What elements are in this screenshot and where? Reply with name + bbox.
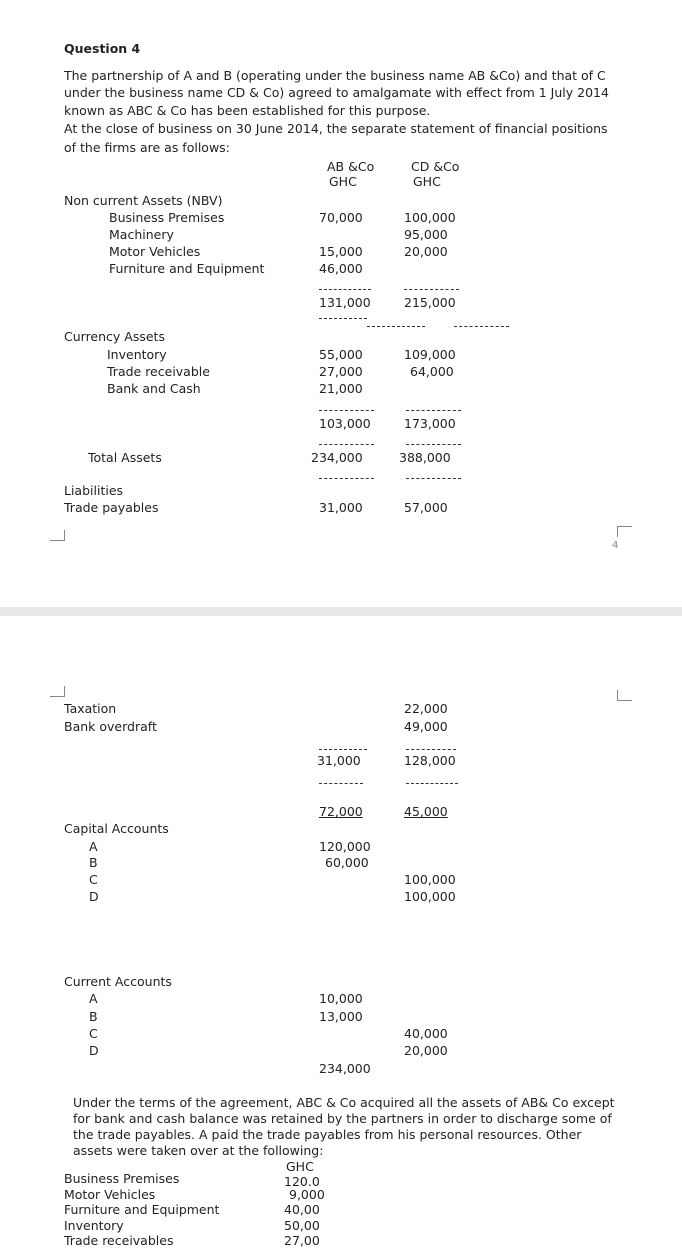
current-cd-value: 64,000 — [410, 364, 454, 379]
dashed-rule — [367, 326, 425, 327]
dashed-rule — [319, 749, 367, 750]
takeover-value: 120.0 — [284, 1174, 320, 1189]
liabilities-total-ab: 31,000 — [317, 753, 361, 768]
current-account-cd-value: 20,000 — [404, 1043, 448, 1058]
noncurrent-label: Motor Vehicles — [109, 244, 201, 259]
dashed-rule — [319, 289, 371, 290]
page-corner-mark — [50, 530, 65, 541]
capital-ab-value: 60,000 — [325, 855, 369, 870]
current-account-partner-label: C — [89, 1026, 98, 1041]
total-assets-ab: 234,000 — [311, 450, 363, 465]
takeover-value: 40,00 — [284, 1202, 320, 1217]
terms-line-1: Under the terms of the agreement, ABC & Co acquired all the assets of AB& Co except — [73, 1095, 615, 1110]
noncurrent-total-cd: 215,000 — [404, 295, 456, 310]
dashed-rule — [406, 783, 458, 784]
noncurrent-total-ab: 131,000 — [319, 295, 371, 310]
takeover-label: Furniture and Equipment — [64, 1202, 220, 1217]
takeover-label: Motor Vehicles — [64, 1187, 156, 1202]
total-assets-label: Total Assets — [88, 450, 162, 465]
current-accounts-heading: Current Accounts — [64, 974, 172, 989]
dashed-rule — [319, 478, 374, 479]
current-total-cd: 173,000 — [404, 416, 456, 431]
dashed-rule — [319, 444, 374, 445]
dashed-rule — [319, 410, 374, 411]
capital-ab-value: 120,000 — [319, 839, 371, 854]
dashed-rule — [406, 410, 461, 411]
current-ab-value: 27,000 — [319, 364, 363, 379]
current-account-partner-label: A — [89, 991, 98, 1006]
current-account-partner-label: B — [89, 1009, 98, 1024]
page-corner-mark — [50, 686, 65, 697]
page-corner-mark — [617, 690, 632, 701]
current-cd-value: 109,000 — [404, 347, 456, 362]
noncurrent-cd-value: 100,000 — [404, 210, 456, 225]
col-cd-name: CD &Co — [411, 159, 460, 174]
noncurrent-label: Business Premises — [109, 210, 225, 225]
dashed-rule — [319, 318, 367, 319]
current-account-ab-value: 10,000 — [319, 991, 363, 1006]
liabilities-heading: Liabilities — [64, 483, 124, 498]
dashed-rule — [406, 478, 461, 479]
noncurrent-label: Furniture and Equipment — [109, 261, 265, 276]
current-label: Trade receivable — [107, 364, 210, 379]
capital-partner-label: C — [89, 872, 98, 887]
current-account-partner-label: D — [89, 1043, 99, 1058]
current-total-ab: 103,000 — [319, 416, 371, 431]
dashed-rule — [406, 444, 461, 445]
takeover-label: Business Premises — [64, 1171, 180, 1186]
terms-line-3: the trade payables. A paid the trade payables from his personal resources. Other — [73, 1127, 582, 1142]
current-account-ab-value: 13,000 — [319, 1009, 363, 1024]
capital-cd-value: 100,000 — [404, 872, 456, 887]
takeover-label: Inventory — [64, 1218, 124, 1233]
current-account-cd-value: 40,000 — [404, 1026, 448, 1041]
dashed-rule — [406, 749, 456, 750]
noncurrent-ab-value: 46,000 — [319, 261, 363, 276]
takeover-ccy: GHC — [286, 1159, 314, 1174]
capital-partner-label: D — [89, 889, 99, 904]
intro-line-2: under the business name CD & Co) agreed to amalgamate with effect from 1 July 2014 — [64, 85, 609, 100]
page-break — [0, 607, 682, 616]
page-corner-mark — [617, 526, 632, 537]
noncurrent-cd-value: 95,000 — [404, 227, 448, 242]
col-ab-name: AB &Co — [327, 159, 375, 174]
terms-line-4: assets were taken over at the following: — [73, 1143, 324, 1158]
taxation-cd: 22,000 — [404, 701, 448, 716]
current-label: Bank and Cash — [107, 381, 201, 396]
dashed-rule — [454, 326, 509, 327]
current-ab-value: 55,000 — [319, 347, 363, 362]
current-heading: Currency Assets — [64, 329, 165, 344]
intro-line-5: of the firms are as follows: — [64, 140, 230, 155]
current-accounts-total-ab: 234,000 — [319, 1061, 371, 1076]
intro-line-3: known as ABC & Co has been established for this purpose. — [64, 103, 431, 118]
overdraft-label: Bank overdraft — [64, 719, 157, 734]
trade-payables-cd: 57,000 — [404, 500, 448, 515]
net-assets-cd: 45,000 — [404, 804, 448, 819]
col-cd-ccy: GHC — [413, 174, 441, 189]
col-ab-ccy: GHC — [329, 174, 357, 189]
capital-partner-label: B — [89, 855, 98, 870]
dashed-rule — [319, 783, 363, 784]
dashed-rule — [404, 289, 459, 290]
takeover-value: 9,000 — [289, 1187, 325, 1202]
trade-payables-ab: 31,000 — [319, 500, 363, 515]
current-ab-value: 21,000 — [319, 381, 363, 396]
noncurrent-label: Machinery — [109, 227, 174, 242]
net-assets-ab: 72,000 — [319, 804, 363, 819]
current-label: Inventory — [107, 347, 167, 362]
intro-line-4: At the close of business on 30 June 2014, the separate statement of financial positions — [64, 121, 608, 136]
takeover-value: 50,00 — [284, 1218, 320, 1233]
capital-cd-value: 100,000 — [404, 889, 456, 904]
question-title: Question 4 — [64, 41, 141, 56]
total-assets-cd: 388,000 — [399, 450, 451, 465]
page-number: 4 — [612, 540, 619, 551]
terms-line-2: for bank and cash balance was retained by the partners in order to discharge some of — [73, 1111, 612, 1126]
noncurrent-heading: Non current Assets (NBV) — [64, 193, 223, 208]
capital-heading: Capital Accounts — [64, 821, 169, 836]
intro-line-1: The partnership of A and B (operating under the business name AB &Co) and that of C — [64, 68, 606, 83]
trade-payables-label: Trade payables — [64, 500, 159, 515]
noncurrent-cd-value: 20,000 — [404, 244, 448, 259]
capital-partner-label: A — [89, 839, 98, 854]
takeover-value: 27,00 — [284, 1233, 320, 1248]
takeover-label: Trade receivables — [64, 1233, 174, 1248]
noncurrent-ab-value: 70,000 — [319, 210, 363, 225]
noncurrent-ab-value: 15,000 — [319, 244, 363, 259]
overdraft-cd: 49,000 — [404, 719, 448, 734]
taxation-label: Taxation — [64, 701, 117, 716]
liabilities-total-cd: 128,000 — [404, 753, 456, 768]
